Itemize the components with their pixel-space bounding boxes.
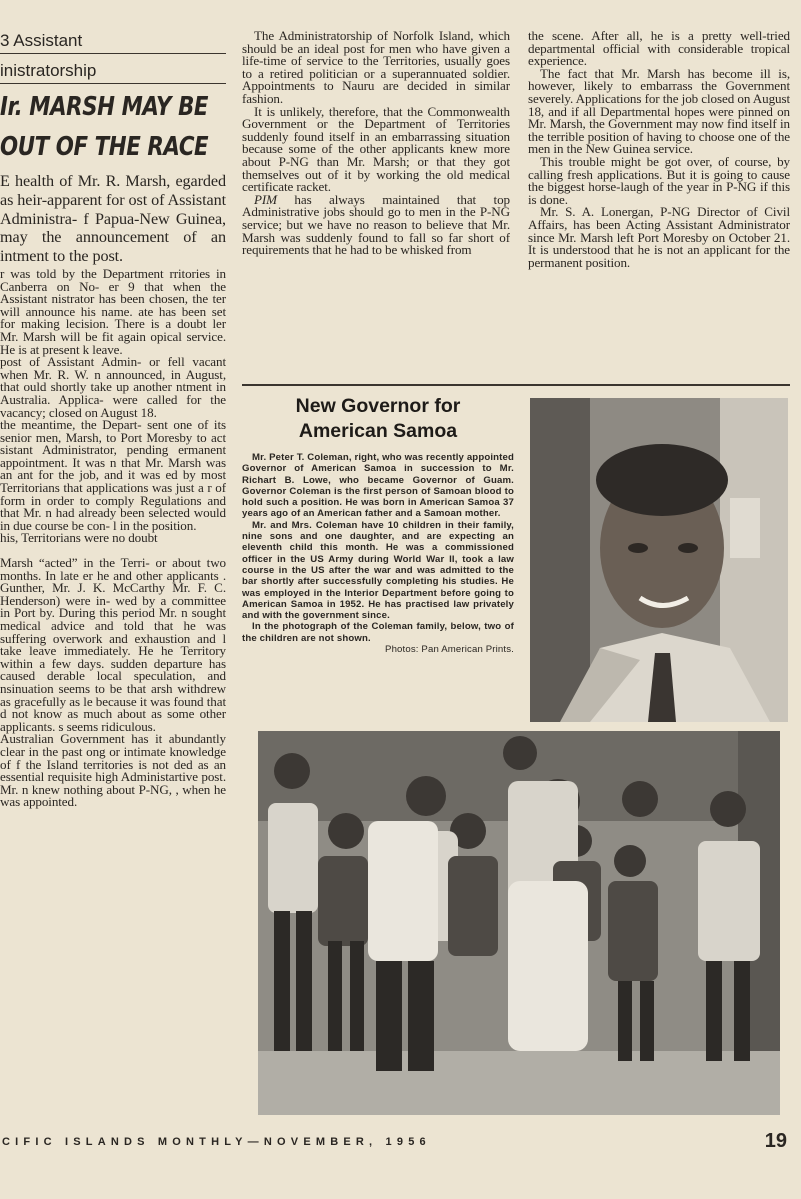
article-paragraph: The Administratorship of Norfolk Island, which should be an ideal post for men who have given a life-time of service to the Territories, usually goes to a retired politician or a superannuated soldier. Appointments to Nauru are decided in similar fashion. xyxy=(242,30,510,106)
samoa-headline-line-1: New Governor for xyxy=(295,395,461,417)
coleman-portrait-photo xyxy=(530,398,788,722)
kicker-line-1: 3 Assistant xyxy=(0,31,83,50)
kicker-line-2: inistratorship xyxy=(0,61,97,80)
article-paragraph: It is unlikely, therefore, that the Commonwealth Government or the Department of Territories suddenly found itself in an embarrassing situation because some of the other applicants knew more about P-NG than Mr. Marsh; or that they got themselves out of it by working the old medical certificate racket. xyxy=(242,103,510,195)
article-paragraph: In the photograph of the Coleman family, below, two of the children are not shown. xyxy=(242,621,514,644)
samoa-headline xyxy=(242,394,514,444)
kicker-rule-2 xyxy=(0,83,226,84)
article-paragraph: r was told by the Department rritories in Canberra on No- er 9 that when the Assistant nistrator has been chosen, the ter will announce his name. ate has been set for making lecision. There is a doubt ler Mr. Marsh will be fit again opical service. He is at present k leave. xyxy=(0,265,226,357)
page-number: 19 xyxy=(764,1130,787,1152)
kicker-rule-1 xyxy=(0,53,226,54)
section-divider xyxy=(242,384,790,386)
photo-credit: Photos: Pan American Prints. xyxy=(385,644,514,656)
article-paragraph: his, Territorians were no doubt xyxy=(0,530,158,546)
article-paragraph: E health of Mr. R. Marsh, egarded as heir-apparent for ost of Assistant Administra- f Papua-New Guinea, may the announcement of an intment to the post. xyxy=(0,172,226,266)
page-footer xyxy=(0,1130,801,1154)
article-column-2 xyxy=(242,30,510,380)
article-paragraph: This trouble might be got over, of course, by calling fresh applications. But it is going to cause the biggest horse-laugh of the year in P-NG if this is done. xyxy=(528,153,790,207)
samoa-article xyxy=(242,394,514,724)
article-paragraph: Marsh “acted” in the Terri- or about two months. In late er he and other applicants . Gunther, Mr. J. K. McCarthy Mr. F. C. Henderson) were in- wed by a committee in Port by. During this period Mr. n sought medical advice and told that he was suffering overwork and exhaustion and l take leave immediately. He he Territory within a few days. sudden departure has caused derable local speculation, and nsinuation seems to be that arsh withdrew as gracefully as le because it was found that d not know as much about as some other applicants. s seems ridiculous. xyxy=(0,555,226,734)
headline-line-1: Ir. MARSH MAY BE xyxy=(0,92,209,122)
portrait-image xyxy=(530,398,788,722)
article-paragraph: Mr. and Mrs. Coleman have 10 children in their family, nine sons and one daughter, and are expecting an eleventh child this month. He was a commissioned officer in the US Army during World War II, took a law course in the US after the war and was admitted to the bar shortly after successfully completing his studies. He was employed in the Interior Department before going to American Samoa in 1952. He has practised law privately and with the government since. xyxy=(242,519,514,622)
article-column-3 xyxy=(528,30,790,380)
article-paragraph: the scene. After all, he is a pretty well-tried departmental official with considerable tropical experience. xyxy=(528,30,790,69)
article-paragraph: post of Assistant Admin- or fell vacant when Mr. R. W. n announced, in August, that ould shortly take up another ntment in Australia. Applica- were called for the vacancy; closed on August 18. xyxy=(0,354,226,420)
coleman-family-photo xyxy=(258,731,780,1115)
article-paragraph: the meantime, the Depart- sent one of its senior men, Marsh, to Port Moresby to act sistant Administrator, pending ermanent appointment. It was n that Mr. Marsh was an ant for the job, and it was ed by most Territorians that applications was just a r of form in order to comply Regulations and that Mr. n had already been selected would in due course be con- l in the position. xyxy=(0,417,226,533)
article-paragraph xyxy=(242,191,510,258)
article-paragraph: Mr. Peter T. Coleman, right, who was recently appointed Governor of American Samoa in succession to Mr. Richart B. Lowe, who became Governor of Guam. Governor Coleman is the first person of Samoan blood to hold such a position. He was born in American Samoa 37 years ago of an American father and a Samoan mother. xyxy=(242,452,514,520)
pim-masthead-mention: PIM xyxy=(254,191,277,207)
article-paragraph: Australian Government has it abundantly clear in the past ong or intimate knowledge of f the Island territories is not ded as an essential requisite high Administartive post. Mr. n knew nothing about P-NG, , when he was appointed. xyxy=(0,731,226,810)
article-paragraph: The fact that Mr. Marsh has become ill is, however, likely to embarrass the Government severely. Applications for the job closed on August 18, and if all Departmental hopes were pinned on Mr. Marsh, the Government may now find itself in the terrible position of having to choose one of the men in the New Guinea service. xyxy=(528,65,790,157)
article-paragraph-text: has always maintained that top Administrative jobs should go to men in the P-NG service; but we have no reason to believe that Mr. Marsh was suddenly found to fall so far short of requirements that he had to be whisked from xyxy=(242,191,510,258)
headline-line-2: OUT OF THE RACE xyxy=(0,132,209,162)
family-image xyxy=(258,731,780,1115)
publication-footer-text: CIFIC ISLANDS MONTHLY—NOVEMBER, 1956 xyxy=(2,1136,431,1148)
samoa-headline-line-2: American Samoa xyxy=(298,420,458,442)
article-paragraph: Mr. S. A. Lonergan, P-NG Director of Civil Affairs, has been Acting Assistant Administrator since Mr. Marsh left Port Moresby on October 21. It is understood that he is not an applicant for the permanent position. xyxy=(528,204,790,270)
marsh-article-column xyxy=(0,30,226,1130)
